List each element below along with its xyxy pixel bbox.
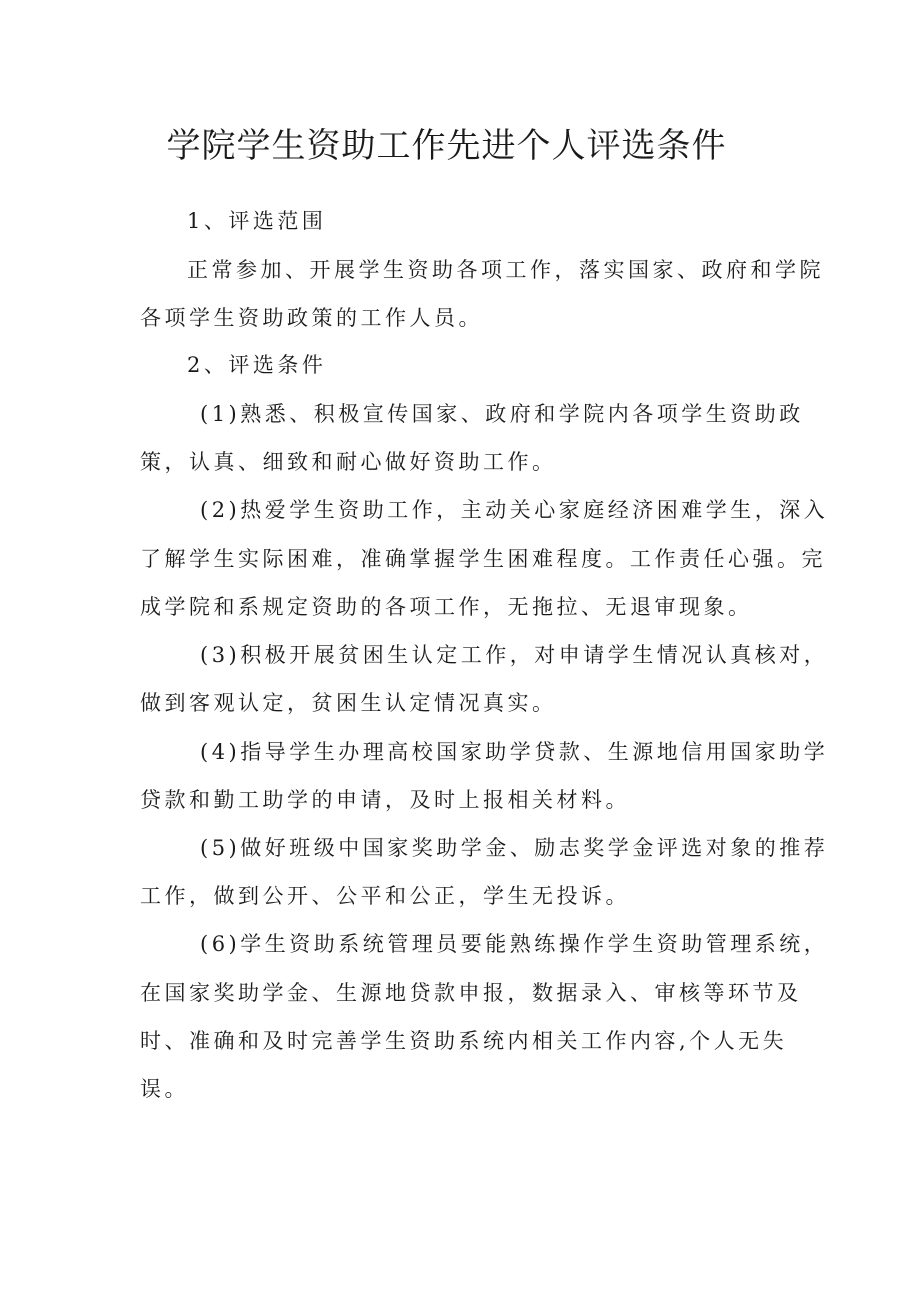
section-1-body-line-1: 正常参加、开展学生资助各项工作，落实国家、政府和学院 <box>187 258 824 282</box>
item-5-line-2: 工作，做到公开、公平和公正，学生无投诉。 <box>140 884 630 908</box>
item-5-line-1: (5)做好班级中国家奖助学金、励志奖学金评选对象的推荐 <box>200 836 829 860</box>
section-1-heading: 1、评选范围 <box>187 209 327 233</box>
item-2-line-1: (2)热爱学生资助工作，主动关心家庭经济困难学生，深入 <box>200 498 829 522</box>
item-2-line-3: 成学院和系规定资助的各项工作，无拖拉、无退审现象。 <box>140 595 753 619</box>
item-6-line-4: 误。 <box>140 1077 189 1101</box>
page-title: 学院学生资助工作先进个人评选条件 <box>166 126 727 166</box>
item-4-line-1: (4)指导学生办理高校国家助学贷款、生源地信用国家助学 <box>200 740 829 764</box>
item-2-line-2: 了解学生实际困难，准确掌握学生困难程度。工作责任心强。完 <box>140 547 826 571</box>
item-4-line-2: 贷款和勤工助学的申请，及时上报相关材料。 <box>140 788 630 812</box>
item-1-line-1: (1)熟悉、积极宣传国家、政府和学院内各项学生资助政 <box>200 402 804 426</box>
item-6-line-2: 在国家奖助学金、生源地贷款申报，数据录入、审核等环节及 <box>140 981 802 1005</box>
item-3-line-2: 做到客观认定，贫困生认定情况真实。 <box>140 691 557 715</box>
item-1-line-2: 策，认真、细致和耐心做好资助工作。 <box>140 450 557 474</box>
item-6-line-3: 时、准确和及时完善学生资助系统内相关工作内容,个人无失 <box>140 1029 788 1053</box>
section-1-body-line-2: 各项学生资助政策的工作人员。 <box>140 306 483 330</box>
item-3-line-1: (3)积极开展贫困生认定工作，对申请学生情况认真核对， <box>200 643 829 667</box>
item-6-line-1: (6)学生资助系统管理员要能熟练操作学生资助管理系统， <box>200 932 829 956</box>
section-2-heading: 2、评选条件 <box>187 353 327 377</box>
